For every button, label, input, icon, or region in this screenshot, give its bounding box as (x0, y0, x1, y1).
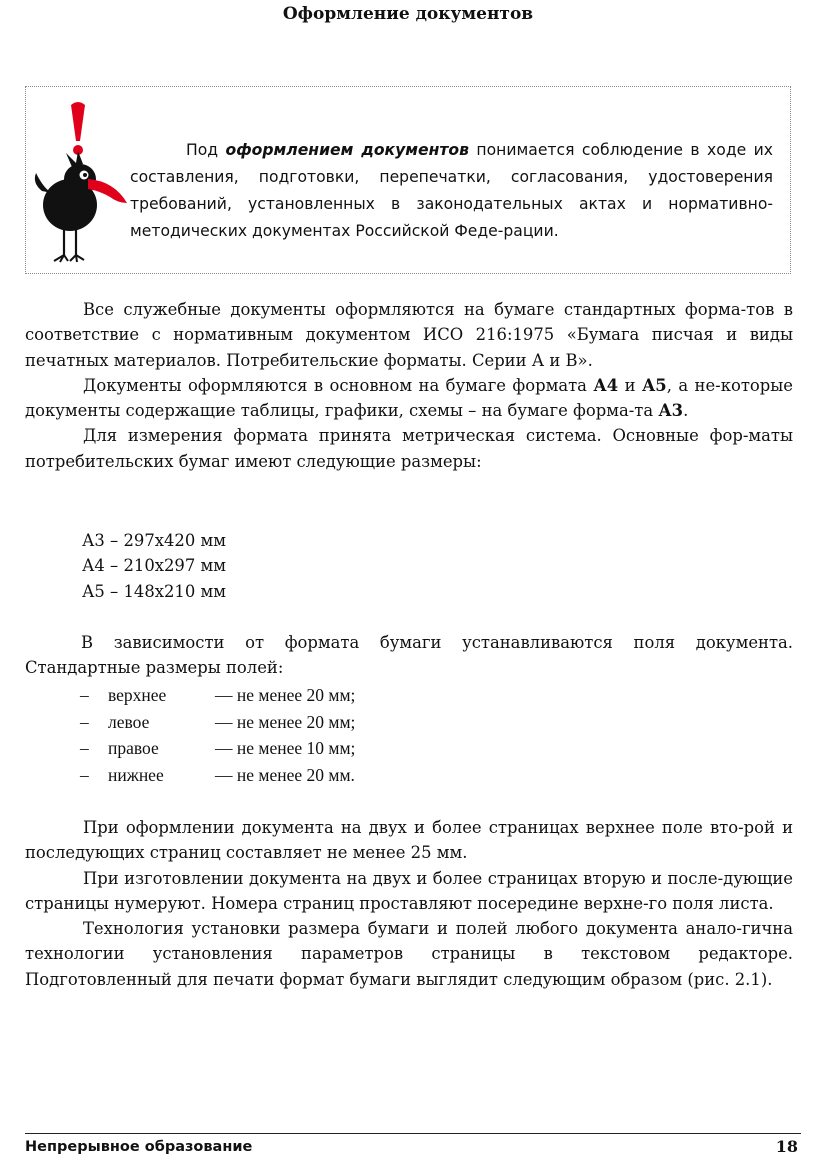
page-title: Оформление документов (282, 4, 534, 24)
margins-intro-line2: Стандартные размеры полей: (25, 658, 284, 678)
page-number: 18 (775, 1137, 798, 1156)
margin-value-bottom: — не менее 20 мм. (215, 764, 355, 785)
paragraph-page-setup: Технология установки размера бумаги и полей любого документа анало-гична технологии установления параметров страницы в текстовом редакторе. Подготовленный для печати формат бумаги выглядит следующим образом (рис. 2.1). (25, 919, 793, 989)
size-a3: А3 – 297х420 мм (82, 531, 226, 550)
margins-intro (25, 630, 793, 681)
definition-text (130, 137, 773, 245)
margin-label-right: правое (108, 738, 159, 758)
margin-label-top: верхнее (108, 685, 167, 705)
paragraph-iso-standard: Все служебные документы оформляются на бумаге стандартных форма-тов в соответствие с нормативным документом ИСО 216:1975 «Бумага писчая и виды печатных материалов. Потребительские форматы. Серии А и В». (25, 300, 793, 370)
footer-divider (25, 1133, 801, 1134)
paper-sizes-list (82, 528, 226, 604)
paragraph-page-numbering: При изготовлении документа на двух и более страницах вторую и после-дующие страницы нумеруют. Номера страниц проставляют посередине верхне-го поля листа. (25, 868, 793, 913)
margin-label-left: левое (108, 711, 150, 732)
size-a5: А5 – 148х210 мм (82, 581, 226, 601)
definition-term: оформлением документов (225, 141, 469, 159)
margin-value-right: — не менее 10 мм; (215, 738, 356, 758)
paragraph-formats: Документы оформляются в основном на бумаге формата А4 и А5, а не-которые документы содержащие таблицы, графики, схемы – на бумаге форма-та А3. (25, 375, 793, 421)
paragraph-second-page-margin: При оформлении документа на двух и более страницах верхнее поле вто-рой и последующих страниц составляет не менее 25 мм. (25, 818, 793, 863)
footer-series-title: Непрерывное образование (25, 1139, 253, 1155)
definition-note-box (25, 86, 791, 274)
margins-intro-line1: В зависимости от формата бумаги устанавливаются поля документа. (81, 633, 793, 652)
definition-rest: понимается соблюдение в ходе их составления, подготовки, перепечатки, согласования, удостоверения требований, установленных в законодательных актах и нормативно-методических документах Российской Феде-рации. (130, 141, 773, 240)
margin-value-top: — не менее 20 мм; (215, 685, 356, 705)
paragraph-metric-system: Для измерения формата принята метрическая система. Основные фор-маты потребительских бумаг имеют следующие размеры: (25, 426, 793, 471)
margin-value-left: — не менее 20 мм; (215, 711, 356, 732)
definition-lead: Под (186, 141, 219, 159)
closing-paragraphs (25, 815, 793, 992)
crow-exclamation-icon (30, 93, 130, 271)
intro-paragraphs (25, 297, 793, 474)
margin-label-bottom: нижнее (108, 764, 164, 785)
size-a4: А4 – 210х297 мм (82, 556, 226, 576)
